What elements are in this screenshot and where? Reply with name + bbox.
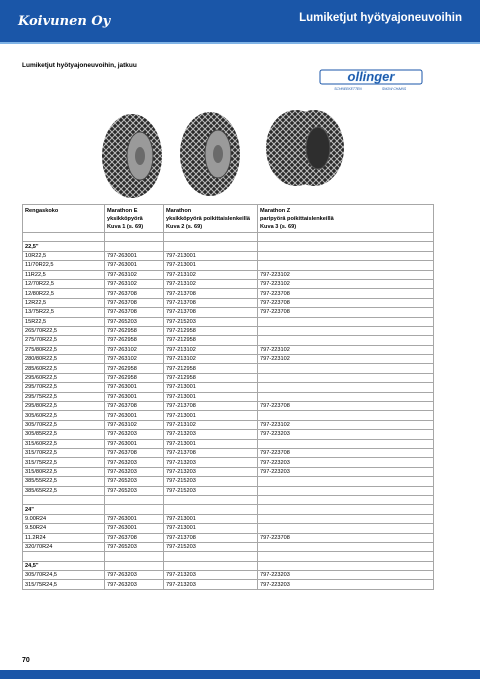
table-row bbox=[23, 279, 434, 288]
table-cell: 797-223203 bbox=[258, 430, 434, 439]
table-row bbox=[23, 261, 434, 270]
table-row bbox=[23, 326, 434, 335]
table-cell bbox=[164, 505, 258, 514]
table-cell: 797-213708 bbox=[164, 289, 258, 298]
table-row bbox=[23, 251, 434, 260]
table-cell: 295/60R22,5 bbox=[23, 373, 105, 382]
table-cell: 797-212958 bbox=[164, 336, 258, 345]
table-cell: 797-263203 bbox=[105, 467, 164, 476]
table-row bbox=[23, 289, 434, 298]
table-cell bbox=[258, 233, 434, 242]
table-cell: 797-223203 bbox=[258, 571, 434, 580]
table-row bbox=[23, 411, 434, 420]
table-cell: 797-213708 bbox=[164, 402, 258, 411]
table-cell: 797-265203 bbox=[105, 542, 164, 551]
tire-images bbox=[100, 108, 360, 204]
table-cell: 315/70R22,5 bbox=[23, 448, 105, 457]
table-cell: 797-265203 bbox=[105, 477, 164, 486]
table-cell: 305/85R22,5 bbox=[23, 430, 105, 439]
table-row bbox=[23, 383, 434, 392]
table-cell: 295/75R22,5 bbox=[23, 392, 105, 401]
table-cell: 797-223203 bbox=[258, 467, 434, 476]
table-cell bbox=[258, 242, 434, 251]
brand-tagline-right: SNOW CHAINS bbox=[381, 87, 407, 91]
table-cell: 797-263708 bbox=[105, 402, 164, 411]
table-cell: 315/75R22,5 bbox=[23, 458, 105, 467]
table-cell: 385/55R22,5 bbox=[23, 477, 105, 486]
table-row bbox=[23, 524, 434, 533]
table-cell: 797-215203 bbox=[164, 486, 258, 495]
table-cell: 797-263001 bbox=[105, 524, 164, 533]
table-row bbox=[23, 448, 434, 457]
table-cell: 797-223203 bbox=[258, 458, 434, 467]
table-cell bbox=[258, 495, 434, 504]
table-cell: 797-213102 bbox=[164, 420, 258, 429]
table-row bbox=[23, 552, 434, 561]
table-cell: 15R22,5 bbox=[23, 317, 105, 326]
table-cell: 13/75R22,5 bbox=[23, 308, 105, 317]
table-cell bbox=[258, 542, 434, 551]
table-row bbox=[23, 420, 434, 429]
table-cell bbox=[258, 336, 434, 345]
table-cell bbox=[258, 514, 434, 523]
table-cell bbox=[258, 477, 434, 486]
table-cell: 797-213203 bbox=[164, 467, 258, 476]
table-cell bbox=[23, 552, 105, 561]
table-cell: 12/80R22,5 bbox=[23, 289, 105, 298]
table-cell bbox=[258, 552, 434, 561]
table-cell: 315/60R22,5 bbox=[23, 439, 105, 448]
table-row bbox=[23, 495, 434, 504]
table-cell: 797-263102 bbox=[105, 420, 164, 429]
table-row bbox=[23, 355, 434, 364]
brand-name: ollinger bbox=[347, 69, 395, 84]
table-cell bbox=[258, 317, 434, 326]
table-cell: 280/80R22,5 bbox=[23, 355, 105, 364]
table-row bbox=[23, 571, 434, 580]
table-row bbox=[23, 514, 434, 523]
table-cell bbox=[164, 552, 258, 561]
table-row bbox=[23, 477, 434, 486]
table-cell: 797-215203 bbox=[164, 317, 258, 326]
table-row bbox=[23, 392, 434, 401]
table-row bbox=[23, 580, 434, 589]
table-cell bbox=[258, 383, 434, 392]
table-cell bbox=[258, 251, 434, 260]
table-cell: 797-263001 bbox=[105, 411, 164, 420]
table-cell: 797-263203 bbox=[105, 580, 164, 589]
table-cell: 797-213708 bbox=[164, 448, 258, 457]
table-cell: 275/80R22,5 bbox=[23, 345, 105, 354]
table-cell bbox=[258, 561, 434, 570]
table-cell: 797-213001 bbox=[164, 411, 258, 420]
table-cell bbox=[258, 261, 434, 270]
table-cell: 797-213102 bbox=[164, 270, 258, 279]
table-cell: 797-263102 bbox=[105, 270, 164, 279]
table-cell: 797-212958 bbox=[164, 364, 258, 373]
table-cell: 797-263001 bbox=[105, 514, 164, 523]
table-row bbox=[23, 270, 434, 279]
table-cell: 305/70R22,5 bbox=[23, 420, 105, 429]
chain-size-table bbox=[22, 204, 434, 590]
table-cell: 797-212958 bbox=[164, 373, 258, 382]
brand-tagline-left: SCHNEEKETTEN bbox=[334, 87, 362, 91]
table-cell: 797-213203 bbox=[164, 458, 258, 467]
table-cell: 797-213001 bbox=[164, 261, 258, 270]
table-cell bbox=[105, 561, 164, 570]
page-title: Lumiketjut hyötyajoneuvoihin bbox=[299, 12, 462, 24]
table-cell: 797-263708 bbox=[105, 533, 164, 542]
table-row bbox=[23, 467, 434, 476]
table-cell bbox=[258, 524, 434, 533]
table-cell: 22,5" bbox=[23, 242, 105, 251]
table-row bbox=[23, 458, 434, 467]
table-cell: 9.50R24 bbox=[23, 524, 105, 533]
tire-image-1 bbox=[102, 114, 162, 198]
table-cell bbox=[23, 233, 105, 242]
table-cell: 797-263001 bbox=[105, 383, 164, 392]
table-cell: 305/70R24,5 bbox=[23, 571, 105, 580]
table-cell: 797-213001 bbox=[164, 251, 258, 260]
table-cell: 797-223102 bbox=[258, 355, 434, 364]
table-cell: 797-223708 bbox=[258, 533, 434, 542]
table-cell bbox=[258, 373, 434, 382]
table-cell: 797-263203 bbox=[105, 430, 164, 439]
footer-bar bbox=[0, 670, 480, 679]
table-row bbox=[23, 345, 434, 354]
table-cell: 797-265203 bbox=[105, 317, 164, 326]
table-cell: 11/70R22,5 bbox=[23, 261, 105, 270]
table-cell bbox=[164, 495, 258, 504]
table-cell: 797-212958 bbox=[164, 326, 258, 335]
table-row bbox=[23, 373, 434, 382]
table-cell: 11.2R24 bbox=[23, 533, 105, 542]
table-cell: 797-265203 bbox=[105, 486, 164, 495]
table-row bbox=[23, 336, 434, 345]
table-cell: 385/65R22,5 bbox=[23, 486, 105, 495]
table-cell: 797-263708 bbox=[105, 308, 164, 317]
table-cell: 11R22,5 bbox=[23, 270, 105, 279]
table-cell bbox=[23, 495, 105, 504]
table-cell: 797-223708 bbox=[258, 289, 434, 298]
table-cell bbox=[105, 242, 164, 251]
column-header: Rengaskoko bbox=[23, 205, 105, 233]
table-row bbox=[23, 439, 434, 448]
table-row bbox=[23, 298, 434, 307]
table-cell bbox=[105, 552, 164, 561]
header-divider bbox=[0, 42, 480, 44]
table-group-row bbox=[23, 242, 434, 251]
table-row bbox=[23, 233, 434, 242]
table-cell bbox=[258, 326, 434, 335]
table-row bbox=[23, 402, 434, 411]
table-cell: 797-263102 bbox=[105, 345, 164, 354]
table-cell: 797-213203 bbox=[164, 571, 258, 580]
table-cell: 797-262958 bbox=[105, 326, 164, 335]
table-cell: 797-263001 bbox=[105, 261, 164, 270]
table-cell: 797-263708 bbox=[105, 289, 164, 298]
table-cell: 797-223708 bbox=[258, 402, 434, 411]
column-header: Marathon yksikköpyörä poikittaislenkeillä Kuva 2 (s. 69) bbox=[164, 205, 258, 233]
ollinger-logo bbox=[318, 68, 424, 92]
table-cell bbox=[258, 486, 434, 495]
table-row bbox=[23, 317, 434, 326]
table-cell: 12R22,5 bbox=[23, 298, 105, 307]
table-cell: 797-263102 bbox=[105, 355, 164, 364]
table-row bbox=[23, 364, 434, 373]
table-cell: 797-213001 bbox=[164, 514, 258, 523]
table-header-row bbox=[23, 205, 434, 233]
table-cell: 24" bbox=[23, 505, 105, 514]
table-cell bbox=[105, 505, 164, 514]
tire-image-3 bbox=[266, 110, 344, 186]
table-cell bbox=[258, 411, 434, 420]
table-cell bbox=[258, 439, 434, 448]
table-cell: 315/80R22,5 bbox=[23, 467, 105, 476]
table-cell: 797-263001 bbox=[105, 439, 164, 448]
table-cell: 797-213708 bbox=[164, 298, 258, 307]
table-cell bbox=[258, 392, 434, 401]
table-cell: 797-223102 bbox=[258, 279, 434, 288]
table-cell: 797-262958 bbox=[105, 336, 164, 345]
table-row bbox=[23, 542, 434, 551]
section-subtitle: Lumiketjut hyötyajoneuvoihin, jatkuu bbox=[22, 62, 137, 69]
table-cell: 797-263001 bbox=[105, 392, 164, 401]
table-cell: 797-223708 bbox=[258, 308, 434, 317]
table-cell bbox=[164, 233, 258, 242]
table-cell: 797-223203 bbox=[258, 580, 434, 589]
table-cell: 797-213203 bbox=[164, 580, 258, 589]
table-cell: 797-223102 bbox=[258, 345, 434, 354]
table-cell: 295/80R22,5 bbox=[23, 402, 105, 411]
column-header: Marathon E yksikköpyörä Kuva 1 (s. 69) bbox=[105, 205, 164, 233]
table-cell: 797-213001 bbox=[164, 392, 258, 401]
table-row bbox=[23, 486, 434, 495]
table-cell: 305/60R22,5 bbox=[23, 411, 105, 420]
table-cell: 797-262958 bbox=[105, 364, 164, 373]
company-logo bbox=[18, 10, 110, 32]
table-cell bbox=[164, 242, 258, 251]
table-cell: 797-262958 bbox=[105, 373, 164, 382]
table-cell: 315/75R24,5 bbox=[23, 580, 105, 589]
table-cell bbox=[258, 505, 434, 514]
table-cell: 797-223102 bbox=[258, 420, 434, 429]
table-cell: 285/60R22,5 bbox=[23, 364, 105, 373]
table-cell: 295/70R22,5 bbox=[23, 383, 105, 392]
table-row bbox=[23, 308, 434, 317]
table-group-row bbox=[23, 561, 434, 570]
table-group-row bbox=[23, 505, 434, 514]
tire-image-2 bbox=[180, 112, 240, 196]
table-cell: 10R22,5 bbox=[23, 251, 105, 260]
company-name: Koivunen Oy bbox=[18, 13, 111, 29]
table-cell: 797-213102 bbox=[164, 345, 258, 354]
table-cell: 797-213102 bbox=[164, 355, 258, 364]
table-cell: 797-213001 bbox=[164, 439, 258, 448]
table-cell: 797-215203 bbox=[164, 542, 258, 551]
table-cell: 797-263102 bbox=[105, 279, 164, 288]
table-cell: 275/70R22,5 bbox=[23, 336, 105, 345]
table-cell: 797-263203 bbox=[105, 458, 164, 467]
table-cell: 797-213708 bbox=[164, 533, 258, 542]
table-cell bbox=[105, 233, 164, 242]
table-cell: 265/70R22,5 bbox=[23, 326, 105, 335]
table-cell: 24,5" bbox=[23, 561, 105, 570]
table-cell: 797-263203 bbox=[105, 571, 164, 580]
page-number: 70 bbox=[22, 657, 30, 664]
table-cell bbox=[105, 495, 164, 504]
table-row bbox=[23, 533, 434, 542]
table-cell: 320/70R24 bbox=[23, 542, 105, 551]
table-cell: 9.00R24 bbox=[23, 514, 105, 523]
table-cell: 797-213708 bbox=[164, 308, 258, 317]
table-cell: 12/70R22,5 bbox=[23, 279, 105, 288]
table-cell: 797-263708 bbox=[105, 448, 164, 457]
table-cell: 797-223102 bbox=[258, 270, 434, 279]
table-cell: 797-215203 bbox=[164, 477, 258, 486]
table-cell: 797-213203 bbox=[164, 430, 258, 439]
table-cell: 797-213001 bbox=[164, 383, 258, 392]
table-cell: 797-223708 bbox=[258, 448, 434, 457]
column-header: Marathon Z paripyörä poikittaislenkeillä Kuva 3 (s. 69) bbox=[258, 205, 434, 233]
table-row bbox=[23, 430, 434, 439]
table-cell: 797-263001 bbox=[105, 251, 164, 260]
table-cell: 797-263708 bbox=[105, 298, 164, 307]
table-cell bbox=[164, 561, 258, 570]
table-cell: 797-213001 bbox=[164, 524, 258, 533]
table-cell: 797-213102 bbox=[164, 279, 258, 288]
table-cell bbox=[258, 364, 434, 373]
table-cell: 797-223708 bbox=[258, 298, 434, 307]
